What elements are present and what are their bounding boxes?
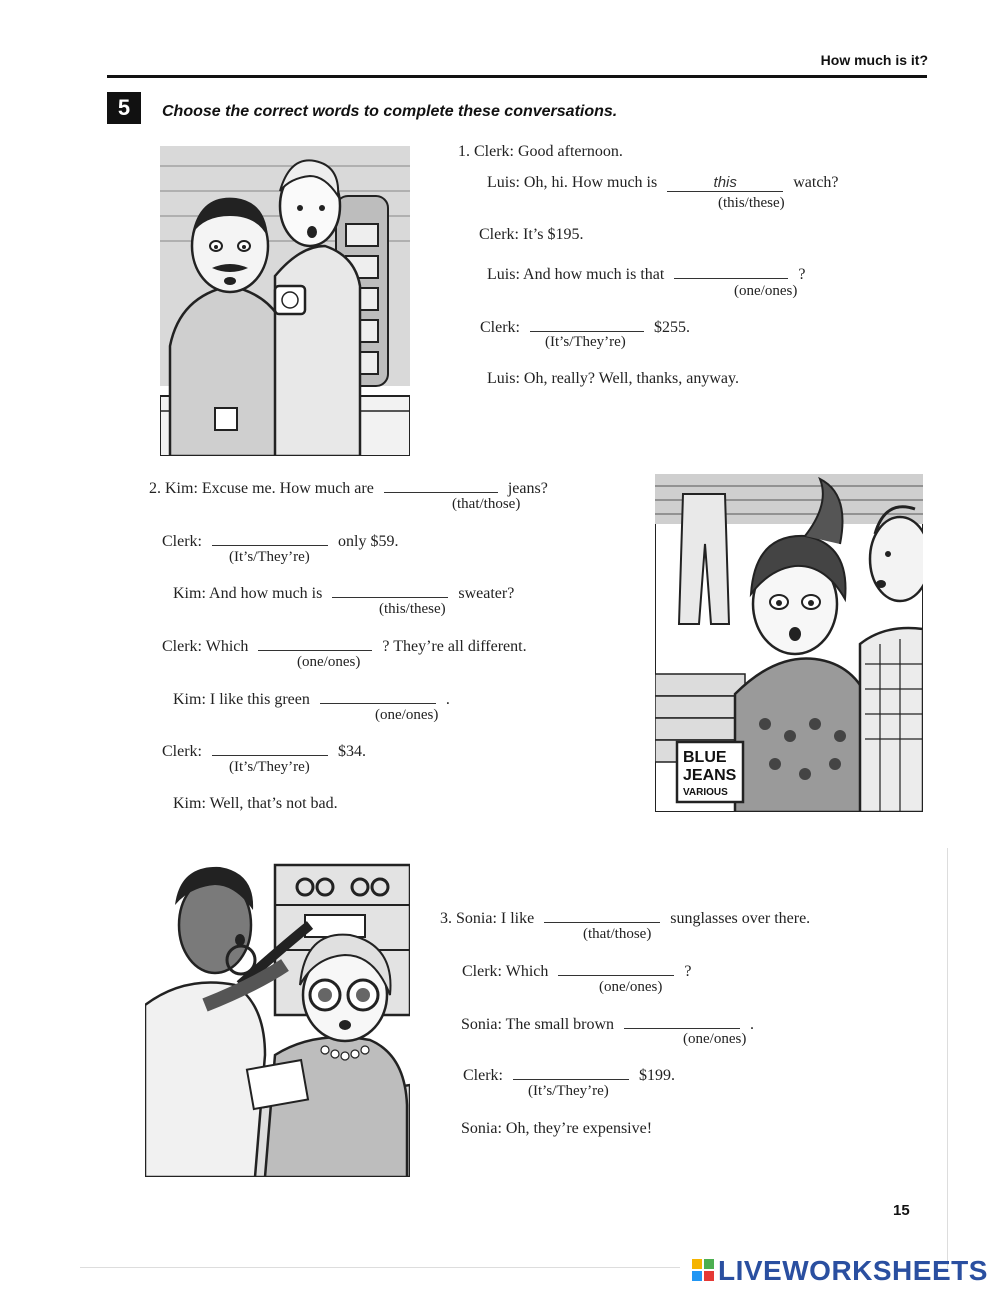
line-text: Oh, really? Well, thanks, anyway.: [523, 370, 739, 387]
speaker: Clerk:: [162, 638, 202, 655]
conv2-line-2: [162, 528, 398, 551]
answer-blank[interactable]: [530, 314, 644, 332]
line-text: Which: [205, 638, 249, 655]
answer-blank[interactable]: [212, 738, 328, 756]
conv2-line-7: [173, 795, 338, 813]
line-text: Good afternoon.: [518, 143, 623, 160]
line-text-after: .: [445, 691, 450, 708]
answer-text: this: [713, 174, 737, 191]
hint: (It’s/They’re): [545, 334, 626, 350]
hint: (one/ones): [297, 654, 361, 670]
speaker: Kim:: [173, 795, 206, 812]
answer-blank[interactable]: [624, 1011, 740, 1029]
speaker: 1. Clerk:: [458, 143, 514, 160]
line-text-after: sunglasses over there.: [670, 910, 811, 927]
kim-and-clerk-illustration: [655, 474, 923, 812]
speaker: Clerk:: [162, 533, 202, 550]
hint: (this/these): [379, 601, 446, 617]
speaker: Luis:: [487, 266, 520, 283]
line-text-after: sweater?: [458, 585, 515, 602]
footer-divider: [80, 1267, 680, 1268]
line-text-after: .: [750, 1016, 755, 1033]
hint: (one/ones): [599, 979, 663, 995]
line-text: Excuse me. How much are: [201, 480, 374, 497]
line-text: The small brown: [505, 1016, 615, 1033]
conv3-line-2: [462, 958, 691, 981]
hint: (It’s/They’re): [528, 1083, 609, 1099]
conv2-line-6: [162, 738, 366, 761]
speaker: Sonia:: [461, 1016, 502, 1033]
conv1-line-3: [479, 226, 583, 244]
conv2-line-4: [162, 633, 527, 656]
speaker: 3. Sonia:: [440, 910, 497, 927]
conv1-line-2: [487, 174, 839, 192]
conv1-line-6: [487, 370, 739, 388]
sign-line-various: VARIOUS: [683, 787, 728, 798]
line-text: And how much is that: [523, 266, 665, 283]
speaker: Clerk:: [479, 226, 519, 243]
speaker: Luis:: [487, 370, 520, 387]
conv3-line-5: [461, 1120, 652, 1138]
answer-blank[interactable]: [320, 686, 436, 704]
line-text: I like this green: [209, 691, 310, 708]
answer-blank[interactable]: [384, 475, 498, 493]
exercise-instruction: Choose the correct words to complete these conversations.: [162, 103, 618, 120]
clerk-and-luis-illustration: [160, 146, 410, 456]
hint: (one/ones): [683, 1031, 747, 1047]
line-text-after: jeans?: [507, 480, 548, 497]
line-text: Oh, hi. How much is: [523, 174, 658, 191]
speaker: Kim:: [173, 585, 206, 602]
conv1-line-1: [458, 143, 623, 161]
speaker: Kim:: [173, 691, 206, 708]
hint: (that/those): [452, 496, 521, 512]
speaker: Clerk:: [480, 319, 520, 336]
line-text-after: watch?: [793, 174, 839, 191]
hint: (one/ones): [734, 283, 798, 299]
speaker: Clerk:: [162, 743, 202, 760]
sign-line-jeans: JEANS: [683, 767, 737, 784]
line-text-after: ? They’re all different.: [382, 638, 527, 655]
answer-blank[interactable]: [674, 261, 788, 279]
speaker: Luis:: [487, 174, 520, 191]
line-text-after: $34.: [338, 743, 366, 760]
answer-blank[interactable]: [332, 580, 448, 598]
line-text: Which: [505, 963, 549, 980]
answer-blank[interactable]: [513, 1062, 629, 1080]
hint: (It’s/They’re): [229, 549, 310, 565]
hint: (that/those): [583, 926, 652, 942]
answer-blank[interactable]: [558, 958, 674, 976]
liveworksheets-logo[interactable]: LIVEWORKSHEETS: [718, 1255, 988, 1286]
answer-blank[interactable]: [544, 905, 660, 923]
scan-edge-line: [947, 848, 948, 1268]
speaker: Clerk:: [463, 1067, 503, 1084]
conv2-line-5: [173, 686, 450, 709]
conv3-line-4: [463, 1062, 675, 1085]
line-text: Well, that’s not bad.: [209, 795, 338, 812]
line-text-after: ?: [798, 266, 806, 283]
line-text: And how much is: [209, 585, 323, 602]
line-text: It’s $195.: [523, 226, 584, 243]
sonia-and-clerk-illustration: [145, 855, 410, 1177]
speaker: Clerk:: [462, 963, 502, 980]
line-text: I like: [500, 910, 535, 927]
conv2-line-3: [173, 580, 514, 603]
liveworksheets-logo-icon: [692, 1259, 714, 1281]
answer-blank[interactable]: [212, 528, 328, 546]
line-text-after: ?: [684, 963, 692, 980]
speaker: Sonia:: [461, 1120, 502, 1137]
line-text-after: only $59.: [338, 533, 399, 550]
answer-blank[interactable]: [667, 174, 783, 192]
hint: (one/ones): [375, 707, 439, 723]
line-text-after: $199.: [639, 1067, 675, 1084]
conv3-line-1: [440, 905, 810, 928]
header-rule: [107, 75, 927, 78]
page-number: 15: [893, 1202, 910, 1219]
speaker: 2. Kim:: [149, 480, 198, 497]
line-text-after: $255.: [654, 319, 690, 336]
hint: (It’s/They’re): [229, 759, 310, 775]
hint: (this/these): [718, 195, 785, 211]
exercise-number: 5: [107, 92, 141, 124]
running-header: How much is it?: [820, 52, 928, 68]
conv1-line-4: [487, 261, 805, 284]
sign-line-blue: BLUE: [683, 749, 727, 766]
answer-blank[interactable]: [258, 633, 372, 651]
conv2-line-1: [149, 475, 548, 498]
line-text: Oh, they’re expensive!: [505, 1120, 653, 1137]
